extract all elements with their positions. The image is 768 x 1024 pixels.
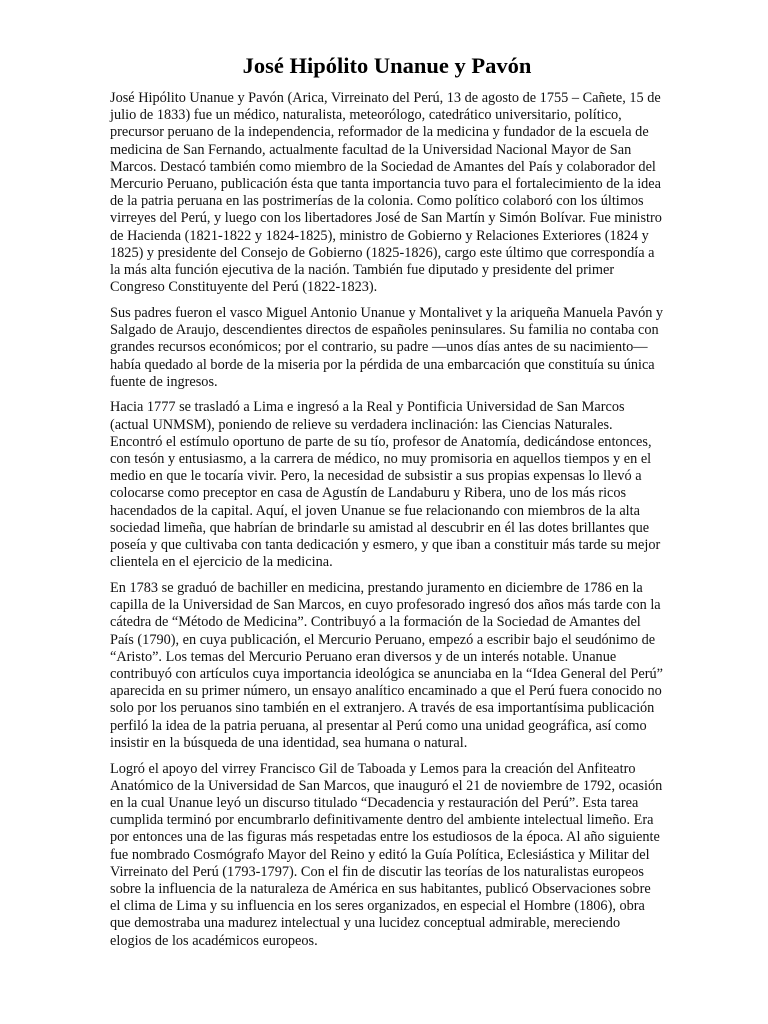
paragraph-parents: Sus padres fueron el vasco Miguel Antonio Unanue y Montalivet y la ariqueña Manuela Pavón y Salgado de Araujo, descendientes directos de españoles peninsulares. Su familia no contaba con grandes recursos económicos; por el contrario, su padre —unos días antes de su nacimiento— había quedado al borde de la miseria por la pérdida de una embarcación que constituía su única fuente de ingresos.: [110, 304, 664, 390]
paragraph-anfiteatro: Logró el apoyo del virrey Francisco Gil de Taboada y Lemos para la creación del Anfiteatro Anatómico de la Universidad de San Marcos, que inauguró el 21 de noviembre de 1792, ocasión en la cual Unanue leyó un discurso titulado “Decadencia y restauración del Perú”. Esta tarea cumplida terminó por encumbrarlo definitivamente dentro del ambiente intelectual limeño. Era por entonces una de las figuras más respetadas entre los estudiosos de la época. Al año siguiente fue nombrado Cosmógrafo Mayor del Reino y editó la Guía Política, Eclesiástica y Militar del Virreinato del Perú (1793-1797). Con el fin de discutir las teorías de los naturalistas europeos sobre la influencia de la naturaleza de América en sus habitantes, publicó Observaciones sobre el clima de Lima y su influencia en los seres organizados, en especial el Hombre (1806), obra que demostraba una madurez intelectual y una lucidez conceptual admirable, mereciendo elogios de los académicos europeos.: [110, 760, 663, 949]
paragraph-university: Hacia 1777 se trasladó a Lima e ingresó a la Real y Pontificia Universidad de San Marcos (actual UNMSM), poniendo de relieve su verdadera inclinación: las Ciencias Naturales. Encontró el estímulo oportuno de parte de su tío, profesor de Anatomía, dedicándose entonces, con tesón y entusiasmo, a la carrera de médico, no muy promisoria en aquellos tiempos y en el medio en que le tocaría vivir. Pero, la necesidad de subsistir a sus propias expensas lo llevó a colocarse como preceptor en casa de Agustín de Landaburu y Ribera, uno de los más ricos hacendados de la capital. Aquí, el joven Unanue se fue relacionando con miembros de la alta sociedad limeña, que habrían de brindarle su amistad al descubrir en él las dotes brillantes que poseía y que cultivaba con tanta dedicación y esmero, y que iban a constituir más tarde su mejor clientela en el ejercicio de la medicina.: [110, 399, 661, 571]
paragraph-mercurio-peruano: En 1783 se graduó de bachiller en medicina, prestando juramento en diciembre de 1786 en la capilla de la Universidad de San Marcos, en cuyo profesorado ingresó dos años más tarde con la cátedra de “Método de Medicina”. Contribuyó a la formación de la Sociedad de Amantes del País (1790), en cuya publicación, el Mercurio Peruano, empezó a escribir bajo el seudónimo de “Aristo”. Los temas del Mercurio Peruano eran diversos y de un interés notable. Unanue contribuyó con artículos cuya importancia ideológica se anunciaba en la “Idea General del Perú” aparecida en su primer número, un ensayo analítico encaminado a que el Perú fuera conocido no solo por los peruanos sino también en el extranjero. A través de esa importantísima publicación perfiló la idea de la patria peruana, al presentar al Perú como una unidad geográfica, así como insistir en la búsqueda de una identidad, sea humana o natural.: [110, 579, 663, 751]
document-title: José Hipólito Unanue y Pavón: [242, 53, 532, 78]
paragraph-intro: José Hipólito Unanue y Pavón (Arica, Virreinato del Perú, 13 de agosto de 1755 – Cañete, 15 de julio de 1833) fue un médico, naturalista, meteorólogo, catedrático universitario, político, precursor peruano de la independencia, reformador de la medicina y fundador de la escuela de medicina de San Fernando, actualmente facultad de la Universidad Nacional Mayor de San Marcos. Destacó también como miembro de la Sociedad de Amantes del País y colaborador del Mercurio Peruano, publicación ésta que tanta importancia tuvo para el fortalecimiento de la idea de la patria peruana en las postrimerías de la colonia. Como político colaboró con los últimos virreyes del Perú, y luego con los libertadores José de San Martín y Simón Bolívar. Fue ministro de Hacienda (1821-1822 y 1824-1825), ministro de Gobierno y Relaciones Exteriores (1824 y 1825) y presidente del Consejo de Gobierno (1825-1826), cargo este último que correspondía a la más alta función ejecutiva de la nación. También fue diputado y presidente del primer Congreso Constituyente del Perú (1822-1823).: [110, 90, 662, 296]
